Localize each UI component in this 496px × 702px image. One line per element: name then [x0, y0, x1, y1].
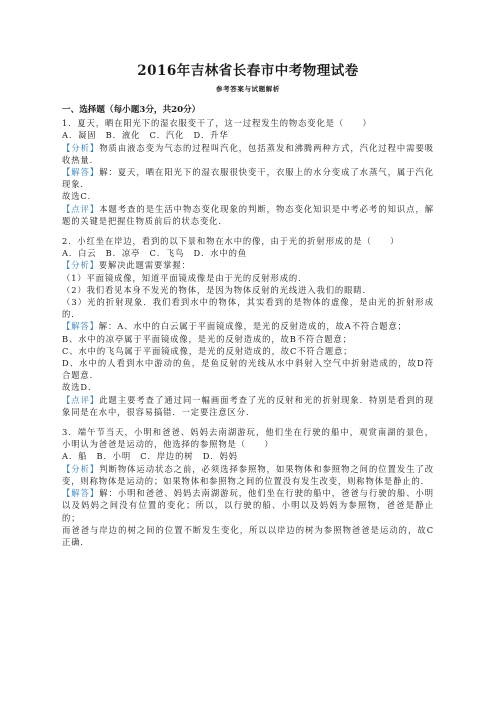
analysis-point-1: （1）平面镜成像，知道平面镜成像是由于光的反射形成的．	[62, 272, 308, 283]
question-2	[62, 235, 434, 418]
analysis-point-3: （3）光的折射现象．我们看到水中的物体，其实看到的是物体的虚像，是由光的折射形成的．	[62, 297, 434, 320]
comment-text: 本题考查的是生活中物态变化现象的判断，物态变化知识是中考必考的知识点，解题的关键是把握住物质前后的状态变化．	[62, 203, 434, 226]
analysis-paragraph	[62, 259, 434, 271]
analysis-text: 要解决此题需要掌握：	[98, 260, 191, 271]
solution-tag: 【解答】	[62, 488, 100, 499]
solution-text: 解：A、水中的白云属于平面镜成像，是光的反射造成的，故A不符合题意；	[98, 321, 407, 332]
question-options: A．船 B．小明 C．岸边的树 D．妈妈	[62, 451, 238, 462]
comment-paragraph	[62, 394, 434, 418]
question-1	[62, 117, 434, 227]
section-heading: 一、选择题（每小题3分，共20分）	[62, 105, 201, 115]
comment-tag: 【点评】	[62, 394, 100, 405]
solution-paragraph	[62, 320, 434, 332]
analysis-point-2: （2）我们看见本身不发光的物体，是因为物体反射的光线进入我们的眼睛．	[62, 284, 372, 295]
question-3	[62, 426, 434, 548]
solution-tag: 【解答】	[62, 167, 100, 178]
solution-paragraph	[62, 487, 434, 524]
question-options: A．白云 B．凉亭 C．飞鸟 D．水中的鱼	[62, 248, 248, 259]
question-stem: 1．夏天，晒在阳光下的湿衣服变干了，这一过程发生的物态变化是（ ）	[62, 118, 372, 129]
solution-option-b: B、水中的凉亭属于平面镜成像，是光的反射造成的，故B不符合题意；	[62, 333, 352, 344]
answer-line: 故选D．	[62, 382, 98, 393]
document-title: 2016年吉林省长春市中考物理试卷	[137, 63, 359, 79]
comment-paragraph	[62, 203, 434, 227]
answer-line: 故选C．	[62, 191, 97, 202]
question-stem: 3．端午节当天，小明和爸爸、妈妈去南湖游玩，他们坐在行驶的船中，观赏南湖的景色，小明认为爸爸是运动的，他选择的参照物是（ ）	[62, 427, 434, 450]
question-options: A．凝固 B．液化 C．汽化 D．升华	[62, 130, 229, 141]
solution-paragraph	[62, 166, 434, 190]
analysis-text: 物质由液态变为气态的过程叫汽化，包括蒸发和沸腾两种方式，汽化过程中需要吸收热量．	[62, 142, 434, 165]
comment-tag: 【点评】	[62, 203, 100, 214]
analysis-tag: 【分析】	[62, 142, 100, 153]
solution-option-d: D、水中的人看到水中游动的鱼，是鱼反射的光线从水中斜射入空气中折射造成的，故D符合题意．	[62, 358, 434, 381]
analysis-tag: 【分析】	[62, 463, 100, 474]
solution-option-c: C、水中的飞鸟属于平面镜成像，是光的反射造成的，故C不符合题意；	[62, 345, 353, 356]
solution-continuation: 而爸爸与岸边的树之间的位置不断发生变化，所以以岸边的树为参照物爸爸是运动的，故C正确．	[62, 524, 434, 547]
solution-text: 解：小明和爸爸、妈妈去南湖游玩，他们坐在行驶的船中，爸爸与行驶的船、小明以及妈妈之间没有位置的变化；所以，以行驶的船、小明以及妈妈为参照物，爸爸是静止的；	[62, 488, 434, 523]
document-subtitle: 参考答案与试题解析	[216, 85, 280, 93]
analysis-paragraph	[62, 142, 434, 166]
solution-tag: 【解答】	[62, 321, 99, 332]
analysis-tag: 【分析】	[62, 260, 99, 271]
analysis-paragraph	[62, 463, 434, 487]
analysis-text: 判断物体运动状态之前，必须选择参照物，如果物体和参照物之间的位置发生了改变，则称物体是运动的；如果物体和参照物之间的位置没有发生改变，则称物体是静止的．	[62, 463, 434, 486]
exam-page	[62, 62, 434, 548]
solution-text: 解：夏天，晒在阳光下的湿衣服很快变干，衣服上的水分变成了水蒸气，属于汽化现象．	[62, 167, 434, 190]
question-stem: 2．小红坐在岸边，看到的以下景和物在水中的像，由于光的折射形成的是（ ）	[62, 236, 400, 247]
comment-text: 此题主要考查了通过同一幅画面考查了光的反射和光的折射现象．特别是看到的现象同是在水中，很容易搞错．一定要注意区分．	[62, 394, 434, 417]
